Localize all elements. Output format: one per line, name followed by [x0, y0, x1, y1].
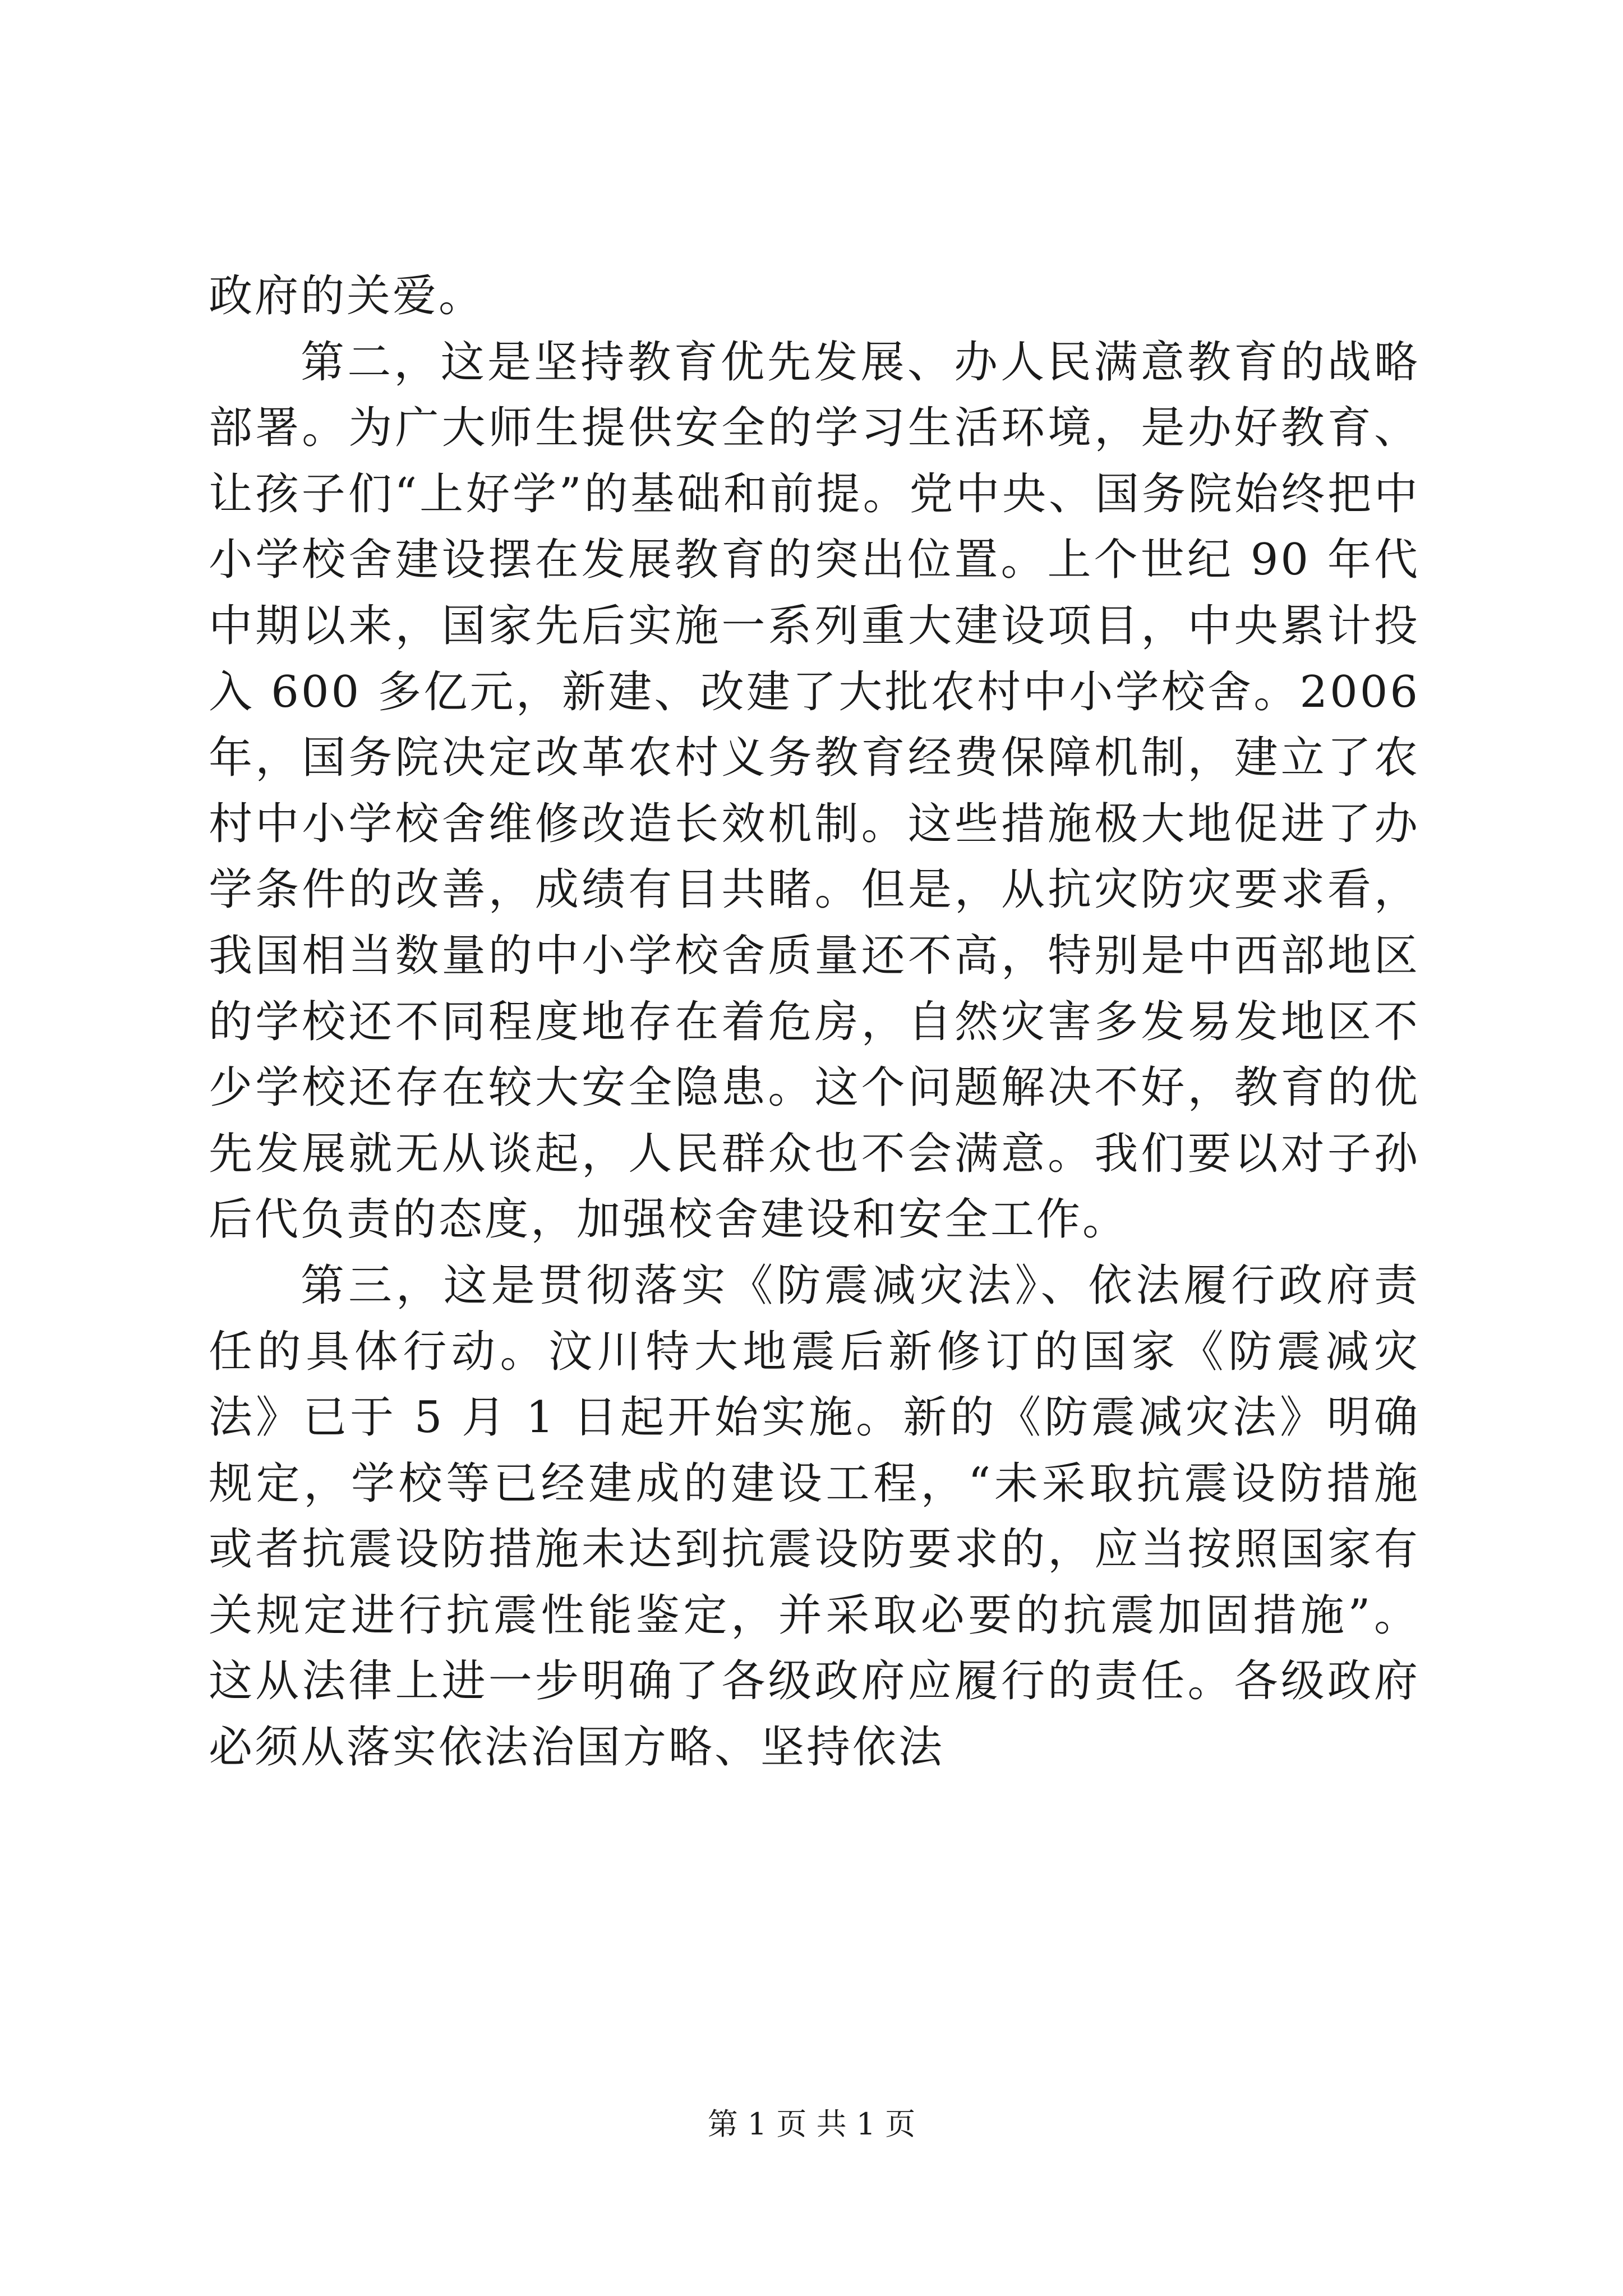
paragraph-2: 第二，这是坚持教育优先发展、办人民满意教育的战略部署。为广大师生提供安全的学习生活环境，是办好教育、让孩子们“上好学”的基础和前提。党中央、国务院始终把中小学校舍建设摆在发展教育的突出位置。上个世纪 90 年代中期以来，国家先后实施一系列重大建设项目，中央累计投入 600 多亿元，新建、改建了大批农村中小学校舍。2006 年，国务院决定改革农村义务教育经费保障机制，建立了农村中小学校舍维修改造长效机制。这些措施极大地促进了办学条件的改善，成绩有目共睹。但是，从抗灾防灾要求看，我国相当数量的中小学校舍质量还不高，特别是中西部地区的学校还不同程度地存在着危房，自然灾害多发易发地区不少学校还存在较大安全隐患。这个问题解决不好，教育的优先发展就无从谈起，人民群众也不会满意。我们要以对子孙后代负责的态度，加强校舍建设和安全工作。	[209, 337, 1420, 1245]
page-footer: 第 1 页 共 1 页	[707, 2106, 916, 2142]
paragraph-3: 第三，这是贯彻落实《防震减灾法》、依法履行政府责任的具体行动。汶川特大地震后新修订的国家《防震减灾法》已于 5 月 1 日起开始实施。新的《防震减灾法》明确规定，学校等已经建成的建设工程，“未采取抗震设防措施或者抗震设防措施未达到抗震设防要求的，应当按照国家有关规定进行抗震性能鉴定，并采取必要的抗震加固措施”。这从法律上进一步明确了各级政府应履行的责任。各级政府必须从落实依法治国方略、坚持依法	[209, 1260, 1420, 1773]
body-text	[209, 264, 1420, 1781]
paragraph-1: 政府的关爱。	[209, 271, 485, 321]
